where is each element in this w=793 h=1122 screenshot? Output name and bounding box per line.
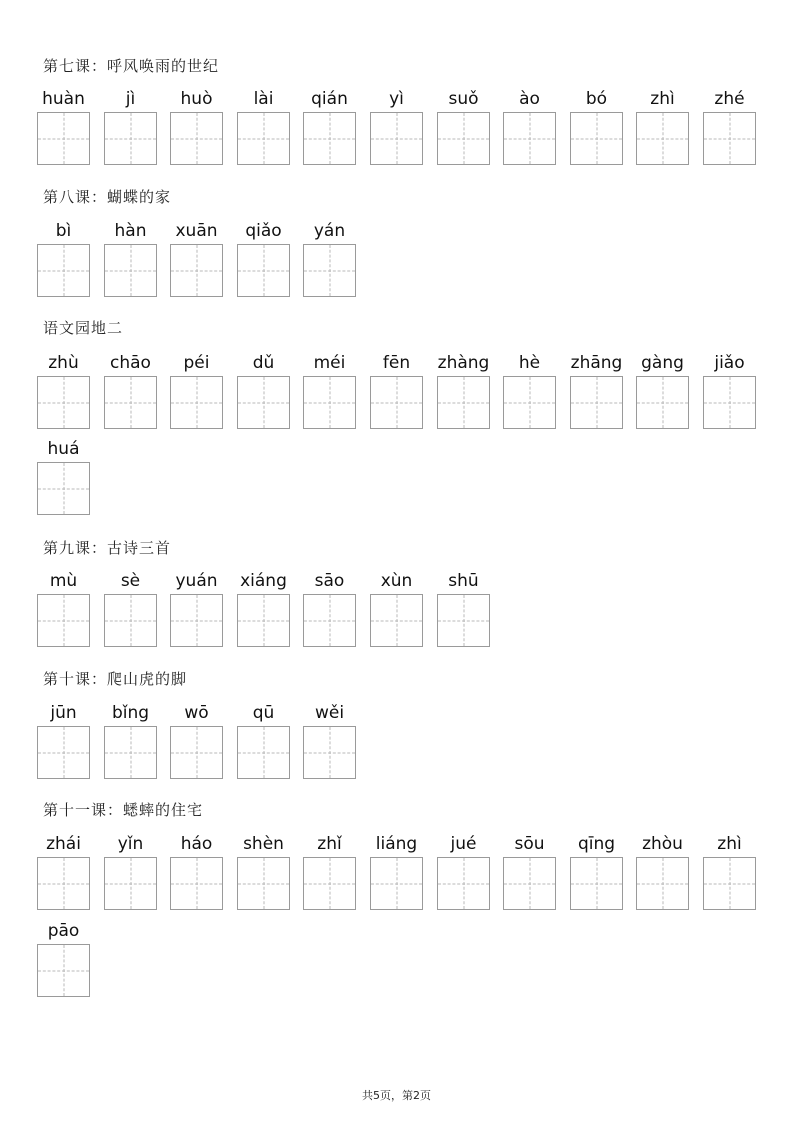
horizontal-guide-line	[704, 402, 755, 403]
writing-box[interactable]	[104, 594, 157, 647]
pinyin-label: wěi	[314, 703, 345, 723]
section-title-lesson-8: 第八课：蝴蝶的家	[43, 188, 172, 206]
writing-box[interactable]	[37, 857, 90, 910]
writing-box[interactable]	[37, 112, 90, 165]
horizontal-guide-line	[171, 883, 222, 884]
horizontal-guide-line	[171, 752, 222, 753]
pinyin-label: chāo	[110, 353, 151, 373]
horizontal-guide-line	[105, 138, 156, 139]
pinyin-label: bì	[55, 221, 72, 241]
horizontal-guide-line	[105, 620, 156, 621]
pinyin-label: jué	[450, 834, 477, 854]
horizontal-guide-line	[571, 402, 622, 403]
pinyin-label: zhāng	[570, 353, 623, 373]
horizontal-guide-line	[304, 752, 355, 753]
horizontal-guide-line	[637, 138, 688, 139]
horizontal-guide-line	[38, 270, 89, 271]
section-title-lesson-9: 第九课：古诗三首	[43, 539, 172, 557]
writing-box[interactable]	[104, 376, 157, 429]
pinyin-label: péi	[183, 353, 210, 373]
horizontal-guide-line	[38, 488, 89, 489]
pinyin-label: ào	[519, 89, 540, 109]
section-title-lesson-10: 第十课：爬山虎的脚	[43, 670, 188, 688]
writing-box[interactable]	[237, 857, 290, 910]
writing-box[interactable]	[237, 244, 290, 297]
writing-box[interactable]	[237, 112, 290, 165]
pinyin-label: zhì	[717, 834, 742, 854]
pinyin-label: mù	[49, 571, 78, 591]
pinyin-label: suǒ	[448, 89, 479, 109]
horizontal-guide-line	[304, 402, 355, 403]
writing-box[interactable]	[170, 857, 223, 910]
pinyin-label: dǔ	[252, 353, 275, 373]
horizontal-guide-line	[438, 620, 489, 621]
horizontal-guide-line	[238, 752, 289, 753]
pinyin-label: háo	[180, 834, 213, 854]
horizontal-guide-line	[704, 138, 755, 139]
writing-box[interactable]	[503, 857, 556, 910]
pinyin-label: bǐng	[111, 703, 150, 723]
writing-box[interactable]	[104, 726, 157, 779]
section-title-lesson-7: 第七课：呼风唤雨的世纪	[43, 57, 220, 75]
writing-box[interactable]	[370, 376, 423, 429]
horizontal-guide-line	[238, 883, 289, 884]
horizontal-guide-line	[438, 138, 489, 139]
horizontal-guide-line	[38, 883, 89, 884]
pinyin-label: zhòu	[642, 834, 683, 854]
pinyin-label: zhái	[46, 834, 81, 854]
pinyin-label: wō	[184, 703, 209, 723]
pinyin-label: shèn	[243, 834, 284, 854]
pinyin-label: jì	[125, 89, 136, 109]
writing-box[interactable]	[636, 857, 689, 910]
horizontal-guide-line	[38, 620, 89, 621]
horizontal-guide-line	[304, 138, 355, 139]
writing-box[interactable]	[303, 112, 356, 165]
horizontal-guide-line	[637, 402, 688, 403]
pinyin-label: méi	[313, 353, 346, 373]
pinyin-label: huàn	[42, 89, 85, 109]
pinyin-label: xùn	[380, 571, 413, 591]
horizontal-guide-line	[38, 138, 89, 139]
writing-box[interactable]	[437, 112, 490, 165]
horizontal-guide-line	[38, 970, 89, 971]
horizontal-guide-line	[371, 138, 422, 139]
pinyin-label: qiǎo	[245, 221, 282, 241]
pinyin-label: yán	[313, 221, 346, 241]
writing-box[interactable]	[37, 244, 90, 297]
writing-box[interactable]	[303, 726, 356, 779]
pinyin-label: liáng	[375, 834, 418, 854]
writing-box[interactable]	[37, 594, 90, 647]
horizontal-guide-line	[171, 620, 222, 621]
writing-box[interactable]	[37, 376, 90, 429]
horizontal-guide-line	[438, 883, 489, 884]
pinyin-label: yǐn	[117, 834, 144, 854]
pinyin-label: gàng	[641, 353, 684, 373]
writing-box[interactable]	[170, 726, 223, 779]
horizontal-guide-line	[438, 402, 489, 403]
pinyin-label: qián	[311, 89, 348, 109]
horizontal-guide-line	[105, 883, 156, 884]
writing-box[interactable]	[303, 244, 356, 297]
horizontal-guide-line	[504, 138, 555, 139]
writing-box[interactable]	[104, 857, 157, 910]
pinyin-label: sè	[120, 571, 141, 591]
page-number: 共5页，第2页	[362, 1089, 431, 1102]
pinyin-label: yuán	[175, 571, 218, 591]
writing-box[interactable]	[170, 594, 223, 647]
horizontal-guide-line	[371, 620, 422, 621]
pinyin-label: shū	[448, 571, 479, 591]
writing-box[interactable]	[170, 376, 223, 429]
pinyin-label: huá	[47, 439, 80, 459]
pinyin-label: xiáng	[240, 571, 287, 591]
horizontal-guide-line	[171, 138, 222, 139]
horizontal-guide-line	[38, 752, 89, 753]
writing-box[interactable]	[303, 857, 356, 910]
pinyin-label: sōu	[514, 834, 545, 854]
writing-box[interactable]	[503, 376, 556, 429]
horizontal-guide-line	[571, 138, 622, 139]
horizontal-guide-line	[38, 402, 89, 403]
writing-box[interactable]	[503, 112, 556, 165]
writing-box[interactable]	[703, 857, 756, 910]
horizontal-guide-line	[304, 270, 355, 271]
writing-box[interactable]	[303, 594, 356, 647]
horizontal-guide-line	[238, 270, 289, 271]
writing-box[interactable]	[37, 944, 90, 997]
writing-box[interactable]	[303, 376, 356, 429]
horizontal-guide-line	[371, 402, 422, 403]
horizontal-guide-line	[504, 402, 555, 403]
horizontal-guide-line	[238, 620, 289, 621]
section-title-lesson-11: 第十一课：蟋蟀的住宅	[43, 801, 204, 819]
pinyin-label: zhǐ	[317, 834, 342, 854]
horizontal-guide-line	[504, 883, 555, 884]
pinyin-label: pāo	[47, 921, 80, 941]
writing-box[interactable]	[170, 244, 223, 297]
horizontal-guide-line	[238, 138, 289, 139]
writing-box[interactable]	[237, 376, 290, 429]
pinyin-label: zhì	[650, 89, 675, 109]
writing-box[interactable]	[703, 112, 756, 165]
horizontal-guide-line	[371, 883, 422, 884]
horizontal-guide-line	[105, 270, 156, 271]
pinyin-label: fēn	[382, 353, 411, 373]
pinyin-label: zhé	[714, 89, 745, 109]
horizontal-guide-line	[171, 402, 222, 403]
writing-box[interactable]	[170, 112, 223, 165]
pinyin-label: bó	[585, 89, 608, 109]
writing-box[interactable]	[636, 112, 689, 165]
pinyin-label: hàn	[114, 221, 147, 241]
horizontal-guide-line	[304, 883, 355, 884]
writing-box[interactable]	[437, 376, 490, 429]
writing-box[interactable]	[437, 594, 490, 647]
pinyin-label: zhàng	[437, 353, 490, 373]
horizontal-guide-line	[304, 620, 355, 621]
horizontal-guide-line	[105, 402, 156, 403]
pinyin-label: yì	[389, 89, 404, 109]
pinyin-label: jiǎo	[714, 353, 745, 373]
writing-box[interactable]	[104, 112, 157, 165]
horizontal-guide-line	[238, 402, 289, 403]
pinyin-label: hè	[518, 353, 541, 373]
writing-box[interactable]	[636, 376, 689, 429]
writing-box[interactable]	[570, 376, 623, 429]
writing-box[interactable]	[370, 112, 423, 165]
pinyin-label: huò	[180, 89, 213, 109]
horizontal-guide-line	[571, 883, 622, 884]
writing-box[interactable]	[37, 462, 90, 515]
writing-box[interactable]	[237, 594, 290, 647]
pinyin-label: lài	[253, 89, 274, 109]
writing-box[interactable]	[370, 857, 423, 910]
writing-box[interactable]	[570, 112, 623, 165]
pinyin-label: jūn	[50, 703, 77, 723]
horizontal-guide-line	[637, 883, 688, 884]
pinyin-label: zhù	[48, 353, 79, 373]
pinyin-label: qīng	[577, 834, 616, 854]
horizontal-guide-line	[171, 270, 222, 271]
writing-box[interactable]	[703, 376, 756, 429]
section-title-chinese-garden-2: 语文园地二	[43, 319, 124, 337]
writing-box[interactable]	[370, 594, 423, 647]
pinyin-label: qū	[252, 703, 275, 723]
pinyin-label: xuān	[175, 221, 218, 241]
horizontal-guide-line	[105, 752, 156, 753]
pinyin-label: sāo	[314, 571, 345, 591]
horizontal-guide-line	[704, 883, 755, 884]
writing-box[interactable]	[437, 857, 490, 910]
writing-box[interactable]	[570, 857, 623, 910]
writing-box[interactable]	[37, 726, 90, 779]
writing-box[interactable]	[104, 244, 157, 297]
writing-box[interactable]	[237, 726, 290, 779]
